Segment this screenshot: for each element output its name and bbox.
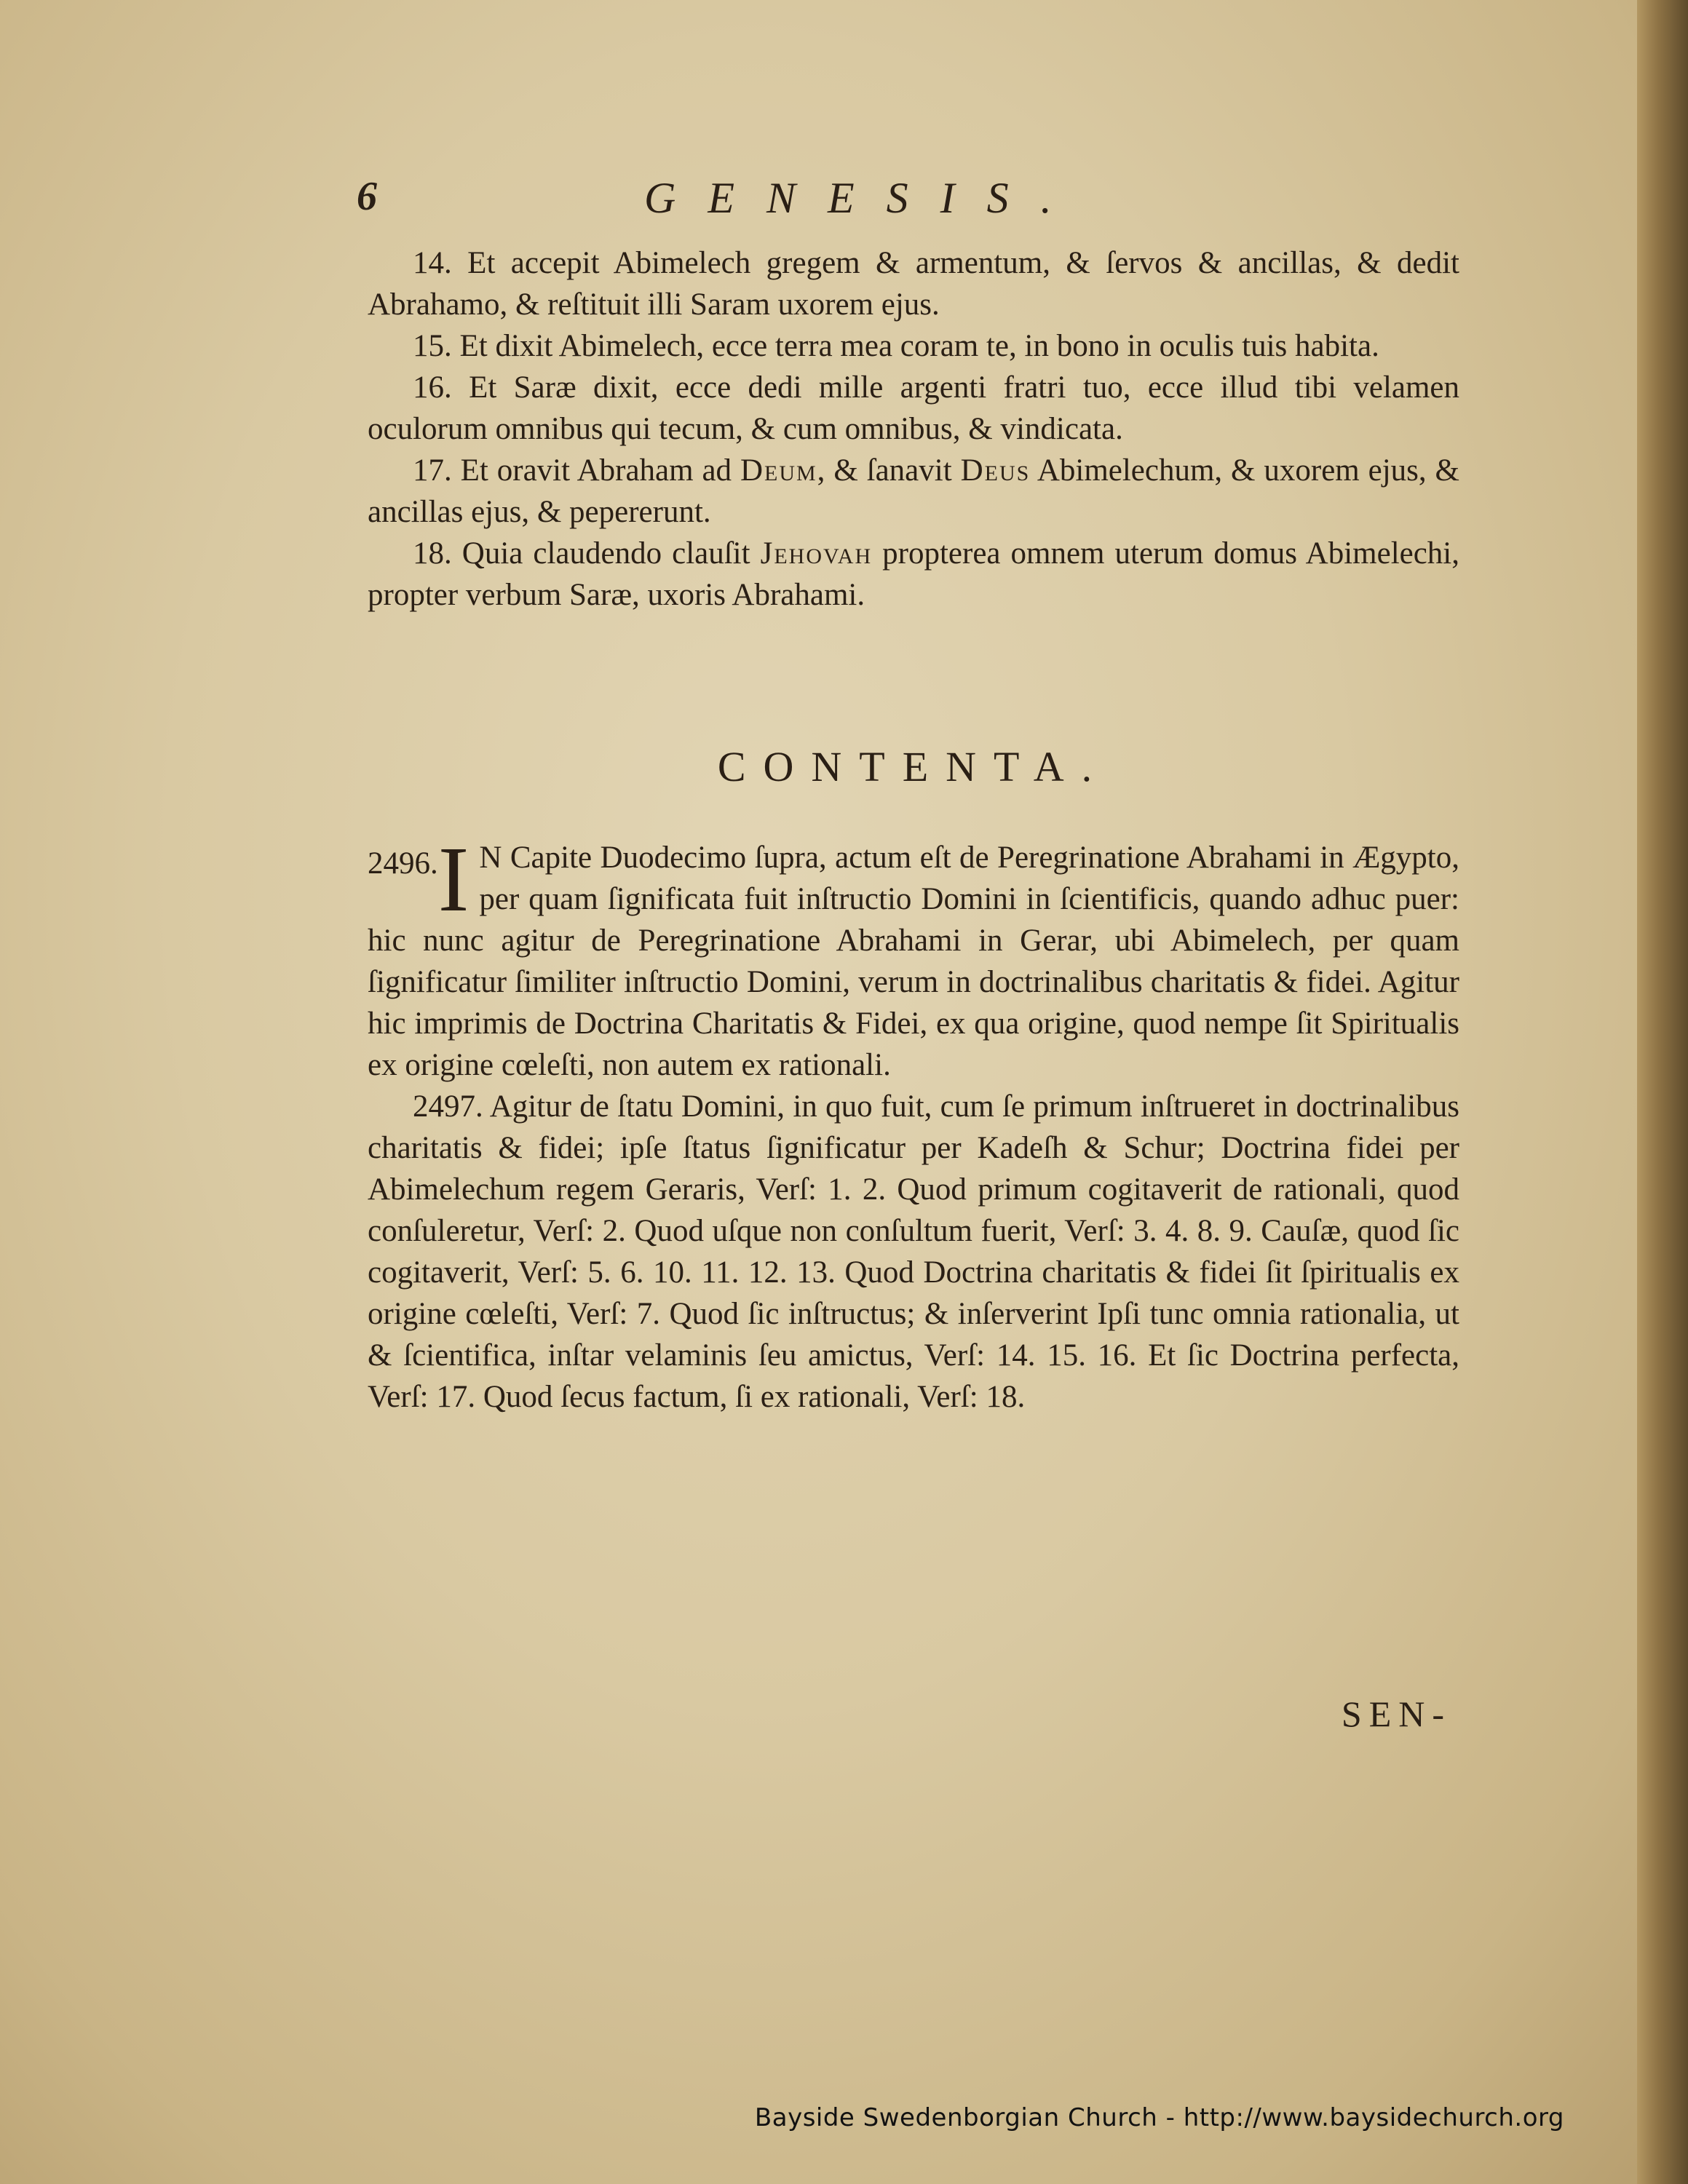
divine-name: Deus xyxy=(960,453,1031,488)
verse-text: propterea omnem uterum domus Abimelechi, propter verbum Saræ, uxoris Abrahami. xyxy=(368,536,1460,612)
paragraph-text: Agitur de ſtatu Domini, in quo fuit, cum ſe primum inſtrueret in doctrinalibus charitatis & fidei; ipſe ſtatus ſignificatur per Kadeſh & Schur; Doctrina fidei per Abimelechum regem Geraris, Verſ: 1. 2. Quod primum cogitaverit de rationali, quod conſuleretur, Verſ: 2. Quod uſque non conſultum fuerit, Verſ: 3. 4. 8. 9. Cauſæ, quod ſic cogitaverit, Verſ: 5. 6. 10. 11. 12. 13. Quod Doctrina charitatis & fidei ſit ſpiritualis ex origine cœleſti, Verſ: 7. Quod ſic inſtructus; & inſerverint Ipſi tunc omnia rationalia, ut & ſcientifica, inſtar velaminis ſeu amictus, Verſ: 14. 15. 16. Et ſic Doctrina perfecta, Verſ: 17. Quod ſecus factum, ſi ex rationali, Verſ: 18. xyxy=(368,1089,1459,1414)
verse-number: 16. xyxy=(413,370,452,405)
verse-text: Et Saræ dixit, ecce dedi mille argenti fratri tuo, ecce illud tibi velamen oculorum omnibus qui tecum, & cum omnibus, & vindicata. xyxy=(368,370,1460,446)
verse-number: 14. xyxy=(413,246,452,280)
verse-text: Et accepit Abimelech gregem & armentum, & ſervos & ancillas, & dedit Abrahamo, & reſtituit illi Saram uxorem ejus. xyxy=(368,246,1459,322)
page-number: 6 xyxy=(357,174,377,219)
catchword: SEN- xyxy=(1341,1693,1451,1734)
verse-16 xyxy=(368,367,1459,450)
verse-number: 15. xyxy=(413,329,452,363)
paragraph-2496 xyxy=(368,827,1459,1086)
verse-text: Quia claudendo clauſit xyxy=(461,536,761,571)
verse-18 xyxy=(368,533,1459,616)
footer-credit: Bayside Swedenborgian Church - http://www.baysidechurch.org xyxy=(754,2103,1564,2132)
paragraph-text: N Capite Duodecimo ſupra, actum eſt de Peregrinatione Abrahami in Ægypto, per quam ſignificata fuit inſtructio Domini in ſcientificis, quando adhuc puer: hic nunc agitur de Peregrinatione Abrahami in Gerar, ubi Abimelech, per quam ſignificatur ſimiliter inſtructio Domini, verum in doctrinalibus charitatis & fidei. Agitur hic imprimis de Doctrina Charitatis & Fidei, ex qua origine, quod nempe ſit Spiritualis ex origine cœleſti, non autem ex rationali. xyxy=(368,841,1459,1082)
contenta-block xyxy=(368,827,1459,1418)
verse-17 xyxy=(368,450,1459,533)
section-heading: CONTENTA. xyxy=(717,743,1110,790)
divine-name: Jehovah xyxy=(760,536,873,571)
paragraph-2497 xyxy=(368,1086,1459,1418)
running-title: GENESIS. xyxy=(644,174,1084,222)
paragraph-number: 2497. xyxy=(413,1089,483,1124)
drop-cap: I xyxy=(437,827,469,931)
verse-text: Et oravit Abraham ad xyxy=(460,453,740,488)
verse-number: 17. xyxy=(413,453,452,488)
divine-name: Deum xyxy=(740,453,817,488)
verse-14 xyxy=(368,242,1459,325)
verse-text: , & ſanavit xyxy=(817,453,961,488)
page-gutter xyxy=(1637,0,1688,2184)
verse-number: 18. xyxy=(413,536,452,571)
verse-text: Abimelechum, & uxorem ejus, & ancillas ejus, & pepererunt. xyxy=(368,453,1459,529)
running-head xyxy=(357,173,1492,231)
verse-text: Et dixit Abimelech, ecce terra mea coram te, in bono in oculis tuis habita. xyxy=(459,329,1379,363)
paragraph-number: 2496. xyxy=(368,846,438,881)
verse-block xyxy=(368,242,1459,616)
verse-15 xyxy=(368,325,1459,367)
